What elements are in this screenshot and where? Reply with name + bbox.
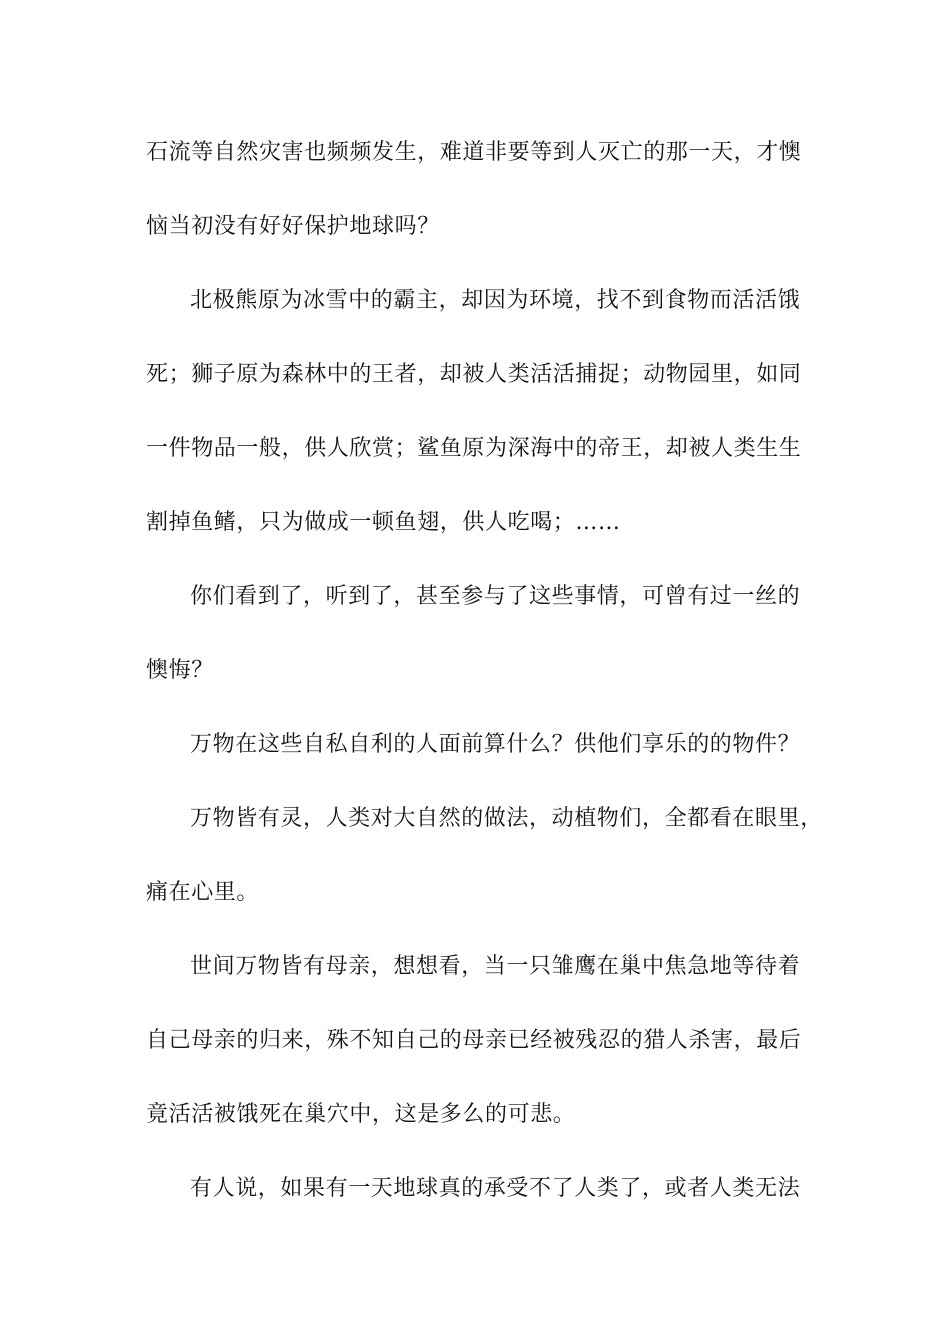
text-line-5: 一件物品一般，供人欣赏；鲨鱼原为深海中的帝王，却被人类生生 (146, 436, 802, 461)
text-line-8: 懊悔？ (146, 658, 214, 683)
text-line-13: 自己母亲的归来，殊不知自己的母亲已经被残忍的猎人杀害，最后 (146, 1028, 802, 1053)
text-line-11: 痛在心里。 (146, 880, 260, 905)
text-line-14: 竟活活被饿死在巢穴中，这是多么的可悲。 (146, 1102, 576, 1127)
text-line-4: 死；狮子原为森林中的王者，却被人类活活捕捉；动物园里，如同 (146, 362, 802, 387)
text-line-12: 世间万物皆有母亲，想想看，当一只雏鹰在巢中焦急地等待着 (190, 954, 801, 979)
text-line-6: 割掉鱼鳍，只为做成一顿鱼翅，供人吃喝；…… (146, 510, 621, 535)
text-line-2: 恼当初没有好好保护地球吗？ (146, 214, 440, 239)
text-line-3: 北极熊原为冰雪中的霸主，却因为环境，找不到食物而活活饿 (190, 288, 801, 313)
text-line-7: 你们看到了，听到了，甚至参与了这些事情，可曾有过一丝的 (190, 584, 801, 609)
text-line-15: 有人说，如果有一天地球真的承受不了人类了，或者人类无法 (190, 1176, 801, 1201)
text-line-1: 石流等自然灾害也频频发生，难道非要等到人灭亡的那一天，才懊 (146, 140, 802, 165)
text-line-9: 万物在这些自私自利的人面前算什么？供他们享乐的的物件？ (190, 732, 801, 757)
text-line-10: 万物皆有灵，人类对大自然的做法，动植物们，全都看在眼里， (190, 806, 823, 831)
